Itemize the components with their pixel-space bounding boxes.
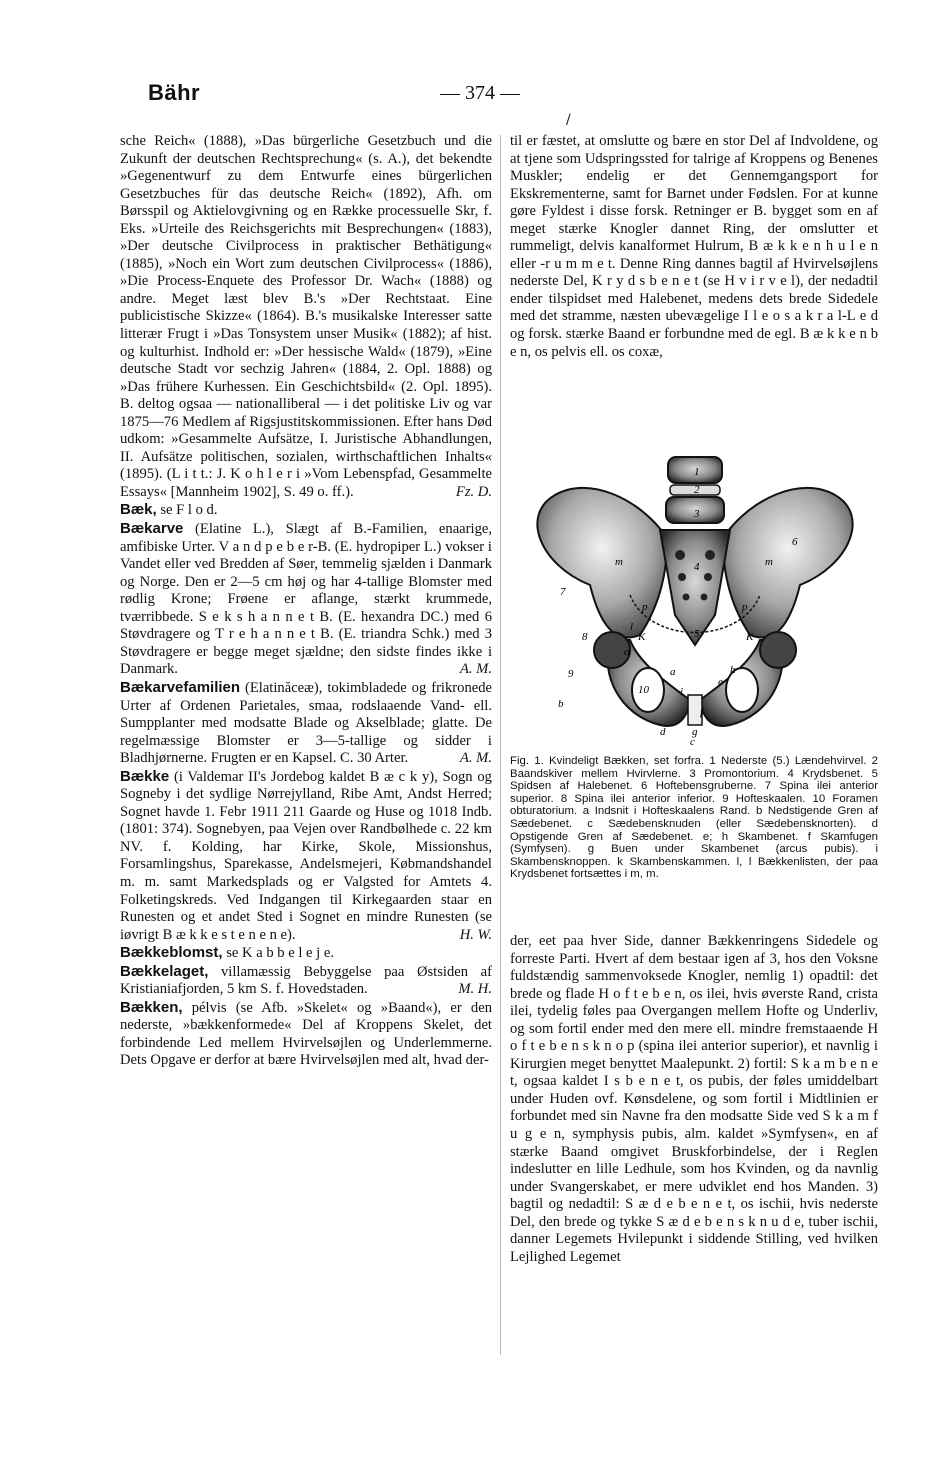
figure-label: 3 (694, 508, 700, 520)
pelvis-illustration (520, 445, 870, 750)
author-signature: A. M. (459, 661, 492, 678)
entry-baekarvefamilien (120, 679, 492, 768)
figure-label: b (558, 698, 564, 710)
entry-headword: Bækken, (120, 998, 183, 1016)
figure-label: 4 (694, 561, 700, 573)
figure-label: f (700, 706, 704, 718)
entry-baek (120, 501, 492, 520)
entry-baekkeblomst (120, 944, 492, 963)
figure-label: h (730, 664, 736, 676)
figure-label: p (642, 601, 648, 613)
entry-baekkelaget (120, 963, 492, 999)
figure-label: 8 (582, 631, 588, 643)
figure-label: l (630, 621, 634, 633)
figure-label: 6 (792, 536, 798, 548)
entry-text: sche Reich« (1888), »Das bürgerliche Gesetzbuch und die Zukunft der deutschen Rechtsprechung« (s. A.), det bekendte »Gegenentwurf zu dem Entwurfe eines bürgerlichen Gesetzbuches für das deutsche Reich« (1892), Afh. om Børsspil og Aktielovgivning og en Række processuelle Skr, f. Eks. »Urteile des Reichsgerichts mit Besprechungen« (1883), »Der deutsche Civilprocess in praktischer Bethätigung« (1885), »Noch ein Wort zum deutschen Civilprocess« (1886), »Die Process-Enquete des Professor Dr. Wach« (1888) og andre. Meget læst blev B.'s »Der Rechtstaat. Eine publicistische Skizze« (1864). B.'s musikalske Interesser satte litterær Frugt i »Das Tonsystem unser Musik« (1882); af hist. og kulturhist. Indhold er: »Der hessische Wald« (1879), »Eine deutsche Stadt vor sechzig Jahren« (1884, 2. Opl. 1888) og »Das frühere Kurhessen. Ein Geschichtsbild« (2. Opl. 1895). B. deltog ogsaa — nationalliberal — i det politiske Liv og var 1875—76 Medlem af Rigsjustitskommissionen. Efter hans Død udkom: »Gesammelte Aufsätze, I. Juristische Abhandlungen, II. Aufsätze politischen, sozialen, wirthschaftlichen Inhalts« (1895). (L i t t.: J. K o h l e r i »Vom Lebenspfad, Gesammelte Essays« [Mannheim 1902], S. 49 o. ff.). (120, 133, 492, 500)
author-signature: A. M. (459, 750, 492, 767)
entry-text: (i Valdemar II's Jordebog kaldet B æ c k y), Sogn og Sogneby i det sydlige Nørrejylland, Ribe Amt, Andst Herred; Sognet havde 1. Febr 1911 211 Gaarde og Huse og 1018 Indb. (1801: 374). Sognebyen, paa Vejen over Randbølhede c. 22 km NV. f. Kolding, har Kirke, Skole, Missionshus, Forsamlingshus, Sparekasse, Andelsmejeri, Købmandshandel m. m. samt Markedsplads og er Valgsted for Amtets 4. Folketingskreds. Ved Indgangen til Kirkegaarden staar en Runesten og et andet Sted i Sognet en mindre Runesten (se iøvrigt B æ k k e s t e n e n e). (120, 768, 492, 943)
figure-label: g (692, 726, 698, 738)
entry-text: til er fæstet, at omslutte og bære en stor Del af Indvoldene, og at tjene som Udspringssted for talrige af Kroppens og Benenes Muskler; endelig er det Gennemgangsport for Ekskrementerne, samt for Barnet under Fødslen. For at kunne gøre Fyldest i disse forsk. Retninger er B. bygget som en af meget stærke Knogler dannet Ring, der omslutter et rummeligt, delvis kanalformet Hulrum, B æ k k e n h u l e n eller -r u m m e t. Denne Ring dannes bagtil af Hvirvelsøjlens nederste Del, K r y d s b e n e t (se H v i r v e l), der nedadtil ender tilspidset med Halebenet, medens dets brede Sidedele med det stramme, næsten ubevægelige I l e o s a k r a l-L e d og forsk. stærke Baand er forbundne med de egl. B æ k k e n b e n, os pelvis ell. os coxæ, (510, 133, 878, 360)
entry-headword: Bække (120, 767, 170, 785)
figure-label: m (615, 556, 623, 568)
entry-headword: Bækkeblomst, (120, 944, 223, 962)
figure-label: K (746, 631, 754, 643)
left-iliac-wing (537, 488, 666, 638)
right-iliac-wing (724, 488, 853, 638)
margin-tick-mark: / (566, 112, 571, 128)
entry-headword: Bækarve (120, 520, 184, 538)
entry-headword: Bækarvefamilien (120, 678, 241, 696)
figure-label: p (742, 601, 748, 613)
entry-text: pélvis (se Afb. »Skelet« og »Baand«), er den nederste, »bækkenformede« Del af Kroppens Skelet, det forbindende Led mellem Hvirvelsøjlen og Underlemmerne. Dets Opgave er derfor at bære Hvirvelsøjlen med alt, hvad der- (120, 999, 492, 1069)
figure-label: 2 (694, 484, 700, 496)
entry-text: (Elatine L.), Slægt af B.-Familien, enaarige, amfibiske Urter. V a n d p e b e r-B. (E. hydropiper L.) vokser i Vandet eller ved Bredden af Søer, temmelig sjælden i Danmark og Norge. Den er 2—5 cm høj og har 4-tallige Blomster med rødlig Krone; Frøene er aflange, stærkt krummede, tværribbede. S e k s h a n n e t B. (E. hexandra DC.) med 6 Støvdragere og T r e h a n n e t B. (E. triandra Schk.) med 3 Støvdragere er begge meget sjældne; den sidste findes ikke i Danmark. (120, 521, 492, 678)
figure-label: o (624, 646, 630, 658)
figure-label: c (690, 736, 695, 748)
author-signature: Fz. D. (455, 483, 492, 500)
page-number: — 374 — (440, 82, 520, 104)
entry-baekken (120, 999, 492, 1070)
entry-baehr-continued (120, 133, 492, 501)
right-acetabulum (760, 632, 796, 668)
entry-baekke (120, 768, 492, 944)
pelvis-drawing (520, 445, 870, 750)
caption-text: Fig. 1. Kvindeligt Bækken, set forfra. 1 Nederste (5.) Lændehvirvel. 2 Baandskiver mellem Hvirvlerne. 3 Promontorium. 4 Krydsbenet. 5 Spidsen af Halebenet. 6 Hoftebensgruberne. 7 Spina ilei anterior superior. 8 Spina ilei anterior inferior. 9 Hofteskaalen. 10 Foramen obturatorium. a Indsnit i Hofteskaalens Rand. b Nedstigende Gren af Sædebenet. c Sædebensknuden (eller Sædebensknorten). d Opstigende Gren af Sædebenet. e; h Skambenet. f Skamfugen (Symfysen). g Buen under Skambenet (arcus pubis). i Skambensknoppen. k Skambenskammen. l, l Bækkenlisten, der paa Krydsbenet fortsættes i m, m. (510, 755, 878, 881)
entry-baekarve (120, 520, 492, 679)
running-headword: Bähr (148, 80, 201, 105)
figure-caption (510, 755, 878, 881)
figure-label: a (670, 666, 676, 678)
entry-text: villamæssig Bebyggelse paa Østsiden af Kristianiafjorden, 5 km S. f. Hovedstaden. (120, 963, 492, 998)
right-column-bottom (510, 933, 878, 1266)
figure-label: i (680, 686, 684, 698)
entry-headword: Bækkelaget, (120, 962, 209, 980)
entry-text: se F l o d. (160, 502, 218, 519)
figure-label: m (765, 556, 773, 568)
column-divider (500, 135, 501, 1355)
figure-label: 10 (638, 684, 649, 696)
figure-label: K (638, 631, 646, 643)
entry-text: (Elatinăceæ), tokimbladede og frikronede Urter af Ordenen Parietales, smaa, rodslaaende Vand- ell. Sumpplanter med modsatte Blade og Akselblade; glatte. De regelmæssige Blomster er 3—5-tallige og sidder i Bladhjørnerne. Frugten er en Kapsel. C. 30 Arter. (120, 679, 492, 767)
figure-label: e (718, 676, 723, 688)
figure-label: 7 (560, 586, 566, 598)
figure-label: 5 (694, 628, 700, 640)
author-signature: H. W. (459, 926, 492, 943)
entry-text: der, eet paa hver Side, danner Bækkenringens Sidedele og forreste Parti. Hvert af dem bestaar igen af 3, hos den Voksne fuldstændig sammenvoksede Knogler, nemlig 1) opadtil: det brede og flade H o f t e b e n, os ilei, hvis øverste Rand, crista ilei, tydelig føles paa Overgangen mellem Hofte og Underliv, og som fortil ender med den mere ell. mindre fremstaaende H o f t e b e n s k n o p (spina ilei anterior superior), et navnlig i Kirurgien meget benyttet Maalepunkt. 2) fortil: S k a m b e n e t, ogsaa kaldet I s b e n e t, os pubis, der føles umiddelbart under Huden ovf. Kønsdelene, og som fortil i Midtlinien er forbundet med sin Navne fra den modsatte Side ved S k a m f u g e n, symphysis pubis, alm. kaldet »Symfysen«, en af stærke Baand omgivet Bruskforbindelse, der i Reglen indeslutter en lille Ledhule, som hos Kvinden, og da navnlig under Svangerskabet, er mere udviklet end hos Manden. 3) bagtil og nedadtil: S æ d e b e n e t, os ischii, hvis nederste Del, den brede og tykke S æ d e b e n s k n u d e, tuber ischii, danner Legemets Hvilepunkt i siddende Stilling, ved hvilken Lejlighed Legemet (510, 933, 878, 1265)
entry-text: se K a b b e l e j e. (226, 945, 334, 962)
left-column (120, 133, 492, 1070)
author-signature: M. H. (458, 981, 492, 998)
figure-label: 1 (694, 466, 700, 478)
figure-label: d (660, 726, 666, 738)
entry-headword: Bæk, (120, 501, 157, 519)
figure-label: 9 (568, 668, 574, 680)
right-column-top (510, 133, 878, 361)
